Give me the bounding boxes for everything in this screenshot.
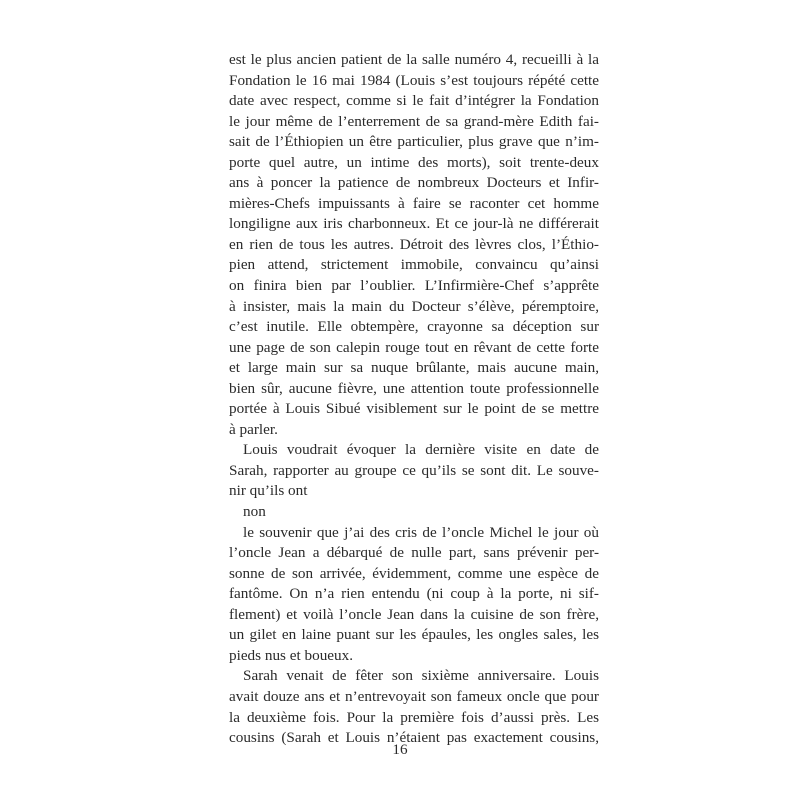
text-line: ans à poncer la patience de nombreux Docteurs et Infir- [229, 174, 599, 192]
text-line: date avec respect, comme si le fait d’intégrer la Fondation [229, 92, 599, 110]
text-line: Sarah venait de fêter son sixième anniversaire. Louis [243, 667, 599, 685]
page-body [229, 50, 599, 749]
text-line: sait de l’Éthiopien un être particulier, plus grave que n’im- [229, 133, 599, 151]
text-line: non [243, 503, 266, 521]
text-line: porte quel autre, un intime des morts), soit trente-deux [229, 153, 599, 171]
text-line: un gilet en laine puant sur les épaules, les ongles sales, les [229, 626, 599, 644]
text-line: à parler. [229, 420, 278, 438]
text-line: longiligne aux iris charbonneux. Et ce jour-là ne différerait [229, 215, 599, 233]
page-number: 16 [392, 741, 408, 758]
text-line: en rien de tous les autres. Détroit des lèvres clos, l’Éthio- [229, 235, 599, 253]
text-line: bien sûr, aucune fièvre, une attention toute professionnelle [229, 379, 599, 397]
text-line: pien attend, strictement immobile, convaincu qu’ainsi [229, 256, 599, 274]
text-line: l’oncle Jean a débarqué de nulle part, sans prévenir per- [229, 544, 599, 562]
text-line: flement) et voilà l’oncle Jean dans la cuisine de son frère, [229, 605, 599, 623]
text-line: pieds nus et boueux. [229, 646, 354, 664]
text-line: Louis voudrait évoquer la dernière visite en date de [243, 441, 599, 459]
text-line: avait douze ans et n’entrevoyait son fameux oncle que pour [229, 687, 599, 705]
text-line: mières-Chefs impuissants à faire se raconter cet homme [229, 194, 599, 212]
text-line: cousins (Sarah et Louis n’étaient pas exactement cousins, [229, 729, 599, 747]
paragraph [229, 666, 599, 748]
text-line: la deuxième fois. Pour la première fois d’aussi près. Les [229, 708, 599, 726]
paragraph [229, 50, 599, 440]
text-line: nir qu’ils ont [229, 482, 308, 500]
paragraph [229, 523, 599, 667]
text-line: et large main sur sa nuque brûlante, mais aucune main, [229, 359, 599, 377]
text-line: c’est inutile. Elle obtempère, crayonne sa déception sur [229, 318, 599, 336]
text-line: le jour même de l’enterrement de sa grand-mère Edith fai- [229, 112, 599, 130]
text-line: on finira bien par l’oublier. L’Infirmière-Chef s’apprête [229, 277, 599, 295]
paragraph [229, 502, 599, 523]
text-line: portée à Louis Sibué visiblement sur le point de se mettre [229, 400, 599, 418]
text-line: fantôme. On n’a rien entendu (ni coup à la porte, ni sif- [229, 585, 599, 603]
text-line: à insister, mais la main du Docteur s’élève, péremptoire, [229, 297, 599, 315]
paragraph [229, 440, 599, 502]
text-line: le souvenir que j’ai des cris de l’oncle Michel le jour où [243, 523, 599, 541]
text-line: sonne de son arrivée, évidemment, comme une espèce de [229, 564, 599, 582]
text-line: une page de son calepin rouge tout en rêvant de cette forte [229, 338, 599, 356]
text-line: Sarah, rapporter au groupe ce qu’ils se sont dit. Le souve- [229, 461, 599, 479]
text-line: Fondation le 16 mai 1984 (Louis s’est toujours répété cette [229, 71, 599, 89]
text-line: est le plus ancien patient de la salle numéro 4, recueilli à la [229, 51, 599, 68]
